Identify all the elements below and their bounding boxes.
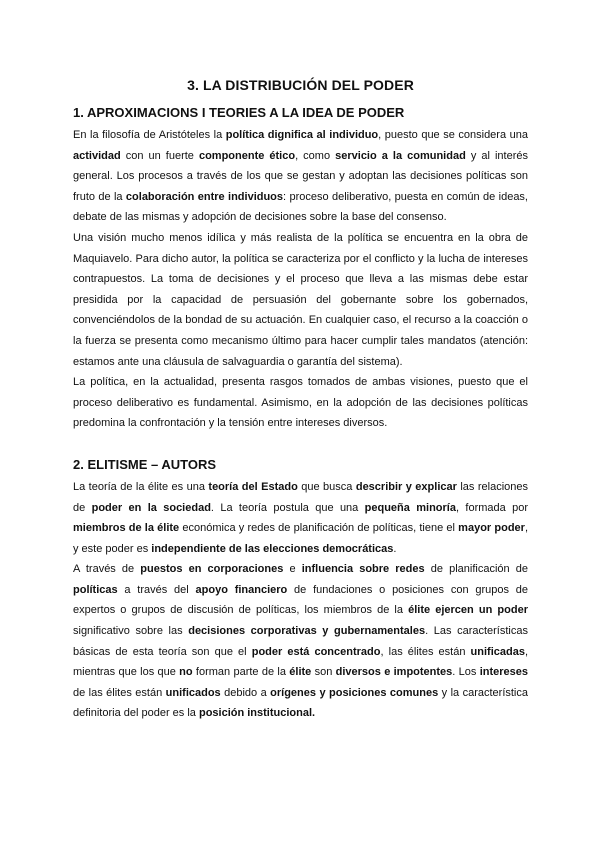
- text-run: , como: [295, 149, 336, 162]
- bold-text-run: apoyo financiero: [195, 583, 288, 596]
- bold-text-run: unificados: [165, 686, 221, 699]
- document-title: 3. LA DISTRIBUCIÓN DEL PODER: [187, 77, 414, 93]
- text-run: , formada por: [455, 501, 529, 514]
- text-run: significativo sobre las: [73, 625, 189, 638]
- section-elitisme: [73, 456, 528, 724]
- text-run: que busca: [297, 480, 356, 493]
- text-run: La política, en la actualidad, presenta rasgos tomados de ambas visiones, puesto que el proceso deliberativo es fundamental. Asimismo, en la adopción de las decisiones políticas predomina la confrontación y la tensión entre intereses diversos.: [73, 376, 528, 430]
- text-run: son: [311, 666, 336, 679]
- bold-text-run: servicio a la comunidad: [335, 149, 466, 162]
- paragraph: [73, 559, 528, 724]
- bold-text-run: componente ético: [198, 149, 296, 162]
- text-run: . Los: [452, 666, 480, 679]
- text-run: , puesto que se considera una: [378, 129, 528, 141]
- bold-text-run: élite: [289, 666, 312, 679]
- bold-text-run: pequeña minoría: [364, 501, 456, 514]
- paragraph: [73, 372, 528, 434]
- paragraph: [73, 125, 528, 228]
- text-run: La teoría de la élite es una: [73, 480, 209, 493]
- bold-text-run: posición institucional.: [198, 707, 316, 720]
- text-run: e: [283, 563, 302, 576]
- text-run: , mientras que los que: [73, 645, 529, 679]
- bold-text-run: política dignifica al individuo: [225, 129, 379, 141]
- bold-text-run: unificadas: [470, 645, 525, 658]
- text-run: y la característica definitoria del poder es la: [73, 686, 528, 720]
- text-run: y al interés general. Los procesos a través de los que se gestan y adoptan las decisiones políticas son fruto de la: [73, 149, 528, 203]
- text-run: a través del: [117, 583, 196, 596]
- text-run: A través de: [73, 563, 141, 576]
- bold-text-run: poder en la sociedad: [91, 501, 211, 514]
- text-run: Una visión mucho menos idílica y más realista de la política se encuentra en la obra de Maquiavelo. Para dicho autor, la política se caracteriza por el conflicto y la lucha de intereses contrapuestos. La toma de decisiones y el proceso que lleva a las mismas debe estar presidida por la capacidad de persuasión del gobernante sobre los gobernados, convenciéndolos de la bondad de su actuación. En cualquier caso, el recurso a la coacción o la fuerza se presenta como mecanismo último para hacer cumplir tales mandatos (atención: estamos ante una cláusula de salvaguardia o garantía del sistema).: [73, 231, 528, 368]
- text-run: las relaciones de: [73, 480, 528, 514]
- bold-text-run: diversos e impotentes: [335, 666, 453, 679]
- text-run: En la filosofía de Aristóteles la: [73, 129, 226, 141]
- bold-text-run: teoría del Estado: [208, 480, 298, 493]
- paragraph: [73, 228, 528, 372]
- text-run: económica y redes de planificación de políticas, tiene el: [179, 522, 459, 535]
- bold-text-run: decisiones corporativas y gubernamentales: [188, 625, 426, 638]
- bold-text-run: puestos en corporaciones: [140, 563, 284, 576]
- text-run: de fundaciones o posiciones con grupos de expertos o grupos de discusión de políticas, los miembros de la: [73, 583, 528, 617]
- paragraph: [73, 477, 528, 559]
- text-run: forman parte de la: [192, 666, 290, 679]
- bold-text-run: mayor poder: [458, 522, 525, 535]
- text-run: de las élites están: [73, 686, 166, 699]
- section-heading: 1. APROXIMACIONS I TEORIES A LA IDEA DE PODER: [73, 105, 405, 120]
- bold-text-run: élite ejercen un poder: [408, 604, 528, 617]
- bold-text-run: orígenes y posiciones comunes: [270, 686, 439, 699]
- bold-text-run: describir y explicar: [355, 480, 457, 493]
- text-run: . Las características básicas de esta teoría son que el: [73, 625, 528, 658]
- bold-text-run: políticas: [73, 583, 118, 596]
- bold-text-run: no: [179, 666, 193, 679]
- text-run: : proceso deliberativo, puesta en común de ideas, debate de las mismas y adopción de decisiones sobre la base del consenso.: [73, 190, 528, 224]
- text-run: . La teoría postula que una: [210, 501, 365, 514]
- text-run: de planificación de: [424, 563, 529, 576]
- bold-text-run: independiente de las elecciones democráticas: [151, 542, 394, 555]
- bold-text-run: miembros de la élite: [73, 522, 180, 535]
- text-run: , las élites están: [380, 645, 471, 658]
- section-heading: 2. ELITISME – AUTORS: [73, 456, 217, 472]
- bold-text-run: colaboración entre individuos: [125, 190, 284, 203]
- bold-text-run: actividad: [73, 149, 121, 162]
- text-run: debido a: [220, 686, 271, 699]
- text-run: , y este poder es: [73, 522, 529, 555]
- section-aproximacions: [73, 104, 528, 434]
- text-run: .: [393, 542, 397, 555]
- bold-text-run: poder está concentrado: [251, 645, 381, 658]
- bold-text-run: intereses: [479, 666, 529, 679]
- bold-text-run: influencia sobre redes: [301, 563, 425, 576]
- text-run: con un fuerte: [120, 149, 199, 162]
